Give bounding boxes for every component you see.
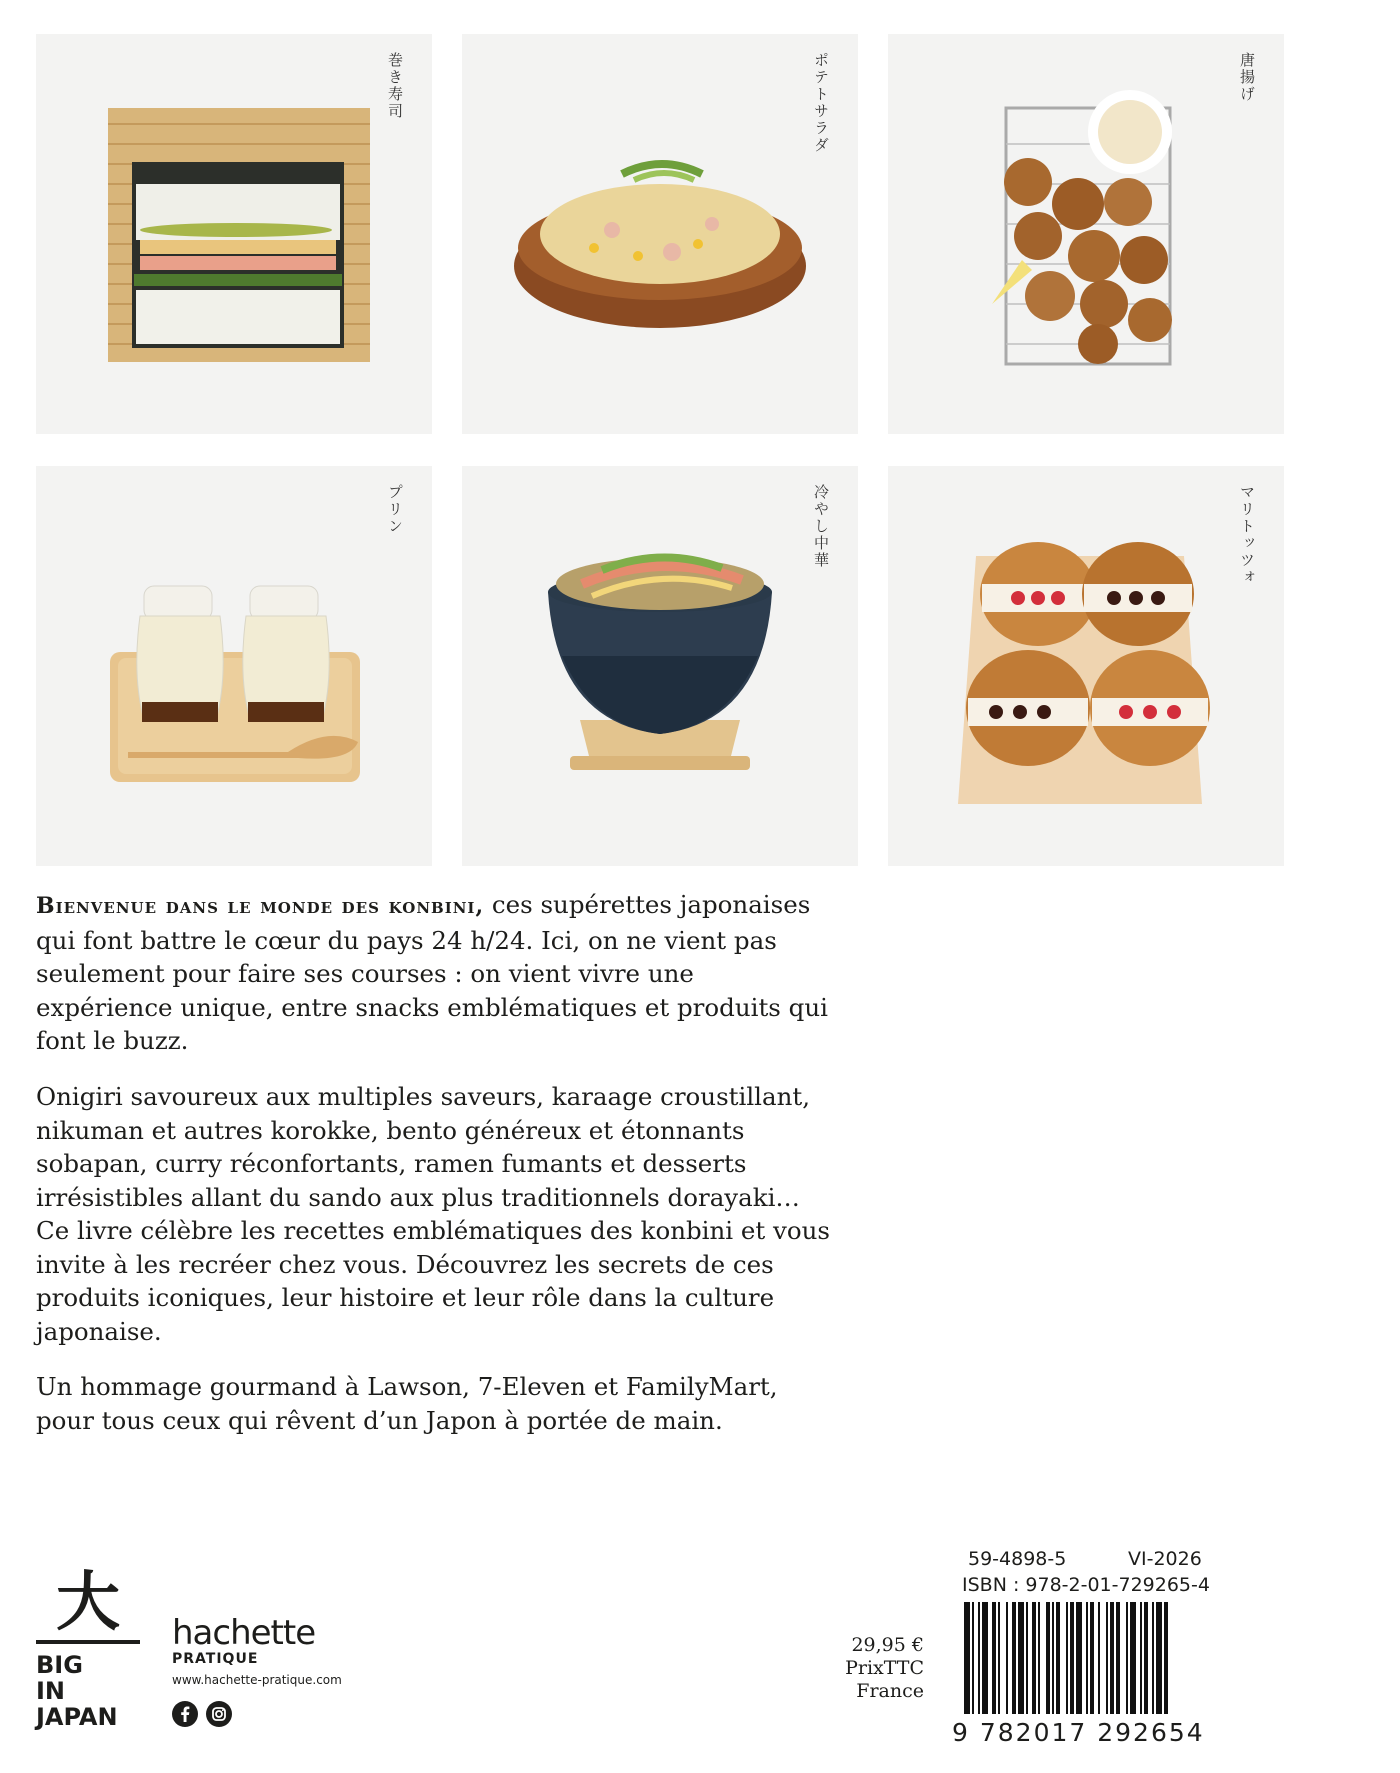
edition-code: VI-2026 — [1128, 1548, 1202, 1570]
tile-pudding — [36, 466, 432, 866]
price-block — [845, 1634, 924, 1703]
tile-hiyashi-chuka — [462, 466, 858, 866]
barcode-digits: 9 782017 292654 — [952, 1718, 1205, 1747]
tile-label: マリトッツォ — [1238, 484, 1256, 586]
social-icons — [172, 1701, 342, 1727]
hiyashi-chuka-photo — [462, 466, 858, 866]
isbn: ISBN : 978-2-01-729265-4 — [962, 1574, 1210, 1596]
tile-label: 唐揚げ — [1238, 52, 1256, 103]
tile-label: プリン — [386, 484, 404, 535]
series-line-2: IN — [36, 1677, 66, 1705]
price-amount: 29,95 € — [851, 1634, 924, 1656]
tile-maritozzo — [888, 466, 1284, 866]
series-kanji: 大 — [56, 1566, 120, 1640]
price-country: France — [856, 1680, 924, 1702]
logo-divider — [36, 1640, 140, 1644]
pudding-photo — [36, 466, 432, 866]
instagram-icon[interactable] — [206, 1701, 232, 1727]
series-line-3: JAPAN — [36, 1703, 118, 1731]
hachette-logo — [172, 1615, 342, 1727]
intro-body: ces supérettes japonaises qui font battre le cœur du pays 24 h/24. Ici, on ne vient pas seulement pour faire ses courses : on vient vivre une expérience unique, entre snacks emblématiques et produits qui font le buzz. — [36, 890, 828, 1055]
price-tax: PrixTTC — [845, 1657, 924, 1679]
intro-lead: Bienvenue dans le monde des konbini, — [36, 893, 485, 919]
potato-salad-photo — [462, 34, 858, 434]
tile-maki-sushi — [36, 34, 432, 434]
tile-karaage — [888, 34, 1284, 434]
maki-sushi-photo — [36, 34, 432, 434]
publisher-website: www.hachette-pratique.com — [172, 1673, 342, 1687]
maritozzo-photo — [888, 466, 1284, 866]
barcode — [960, 1602, 1224, 1722]
karaage-photo — [888, 34, 1284, 434]
body-paragraph-2: Onigiri savoureux aux multiples saveurs, karaage croustillant, nikuman et autres korokke, bento généreux et étonnants sobapan, curry réconfortants, ramen fumants et desserts irrésistibles allant du sando aux plus traditionnels dorayaki… Ce livre célèbre les recettes emblématiques des konbini et vous invite à les recréer chez vous. Découvrez les secrets de ces produits iconiques, leur histoire et leur rôle dans la culture japonaise. — [36, 1082, 830, 1346]
series-line-1: BIG — [36, 1651, 83, 1679]
body-paragraph-3: Un hommage gourmand à Lawson, 7-Eleven et FamilyMart, pour tous ceux qui rêvent d’un Japon à portée de main. — [36, 1372, 778, 1435]
publisher-sub: PRATIQUE — [172, 1651, 259, 1667]
publisher-name: hachette — [172, 1613, 316, 1653]
big-in-japan-logo — [36, 1566, 140, 1731]
tile-label: ポテトサラダ — [812, 52, 830, 154]
facebook-icon[interactable] — [172, 1701, 198, 1727]
tile-potato-salad — [462, 34, 858, 434]
tile-label: 巻き寿司 — [386, 52, 404, 120]
intro-paragraph — [36, 888, 836, 1058]
tile-label: 冷やし中華 — [812, 484, 830, 569]
ref-code: 59-4898-5 — [968, 1548, 1067, 1570]
